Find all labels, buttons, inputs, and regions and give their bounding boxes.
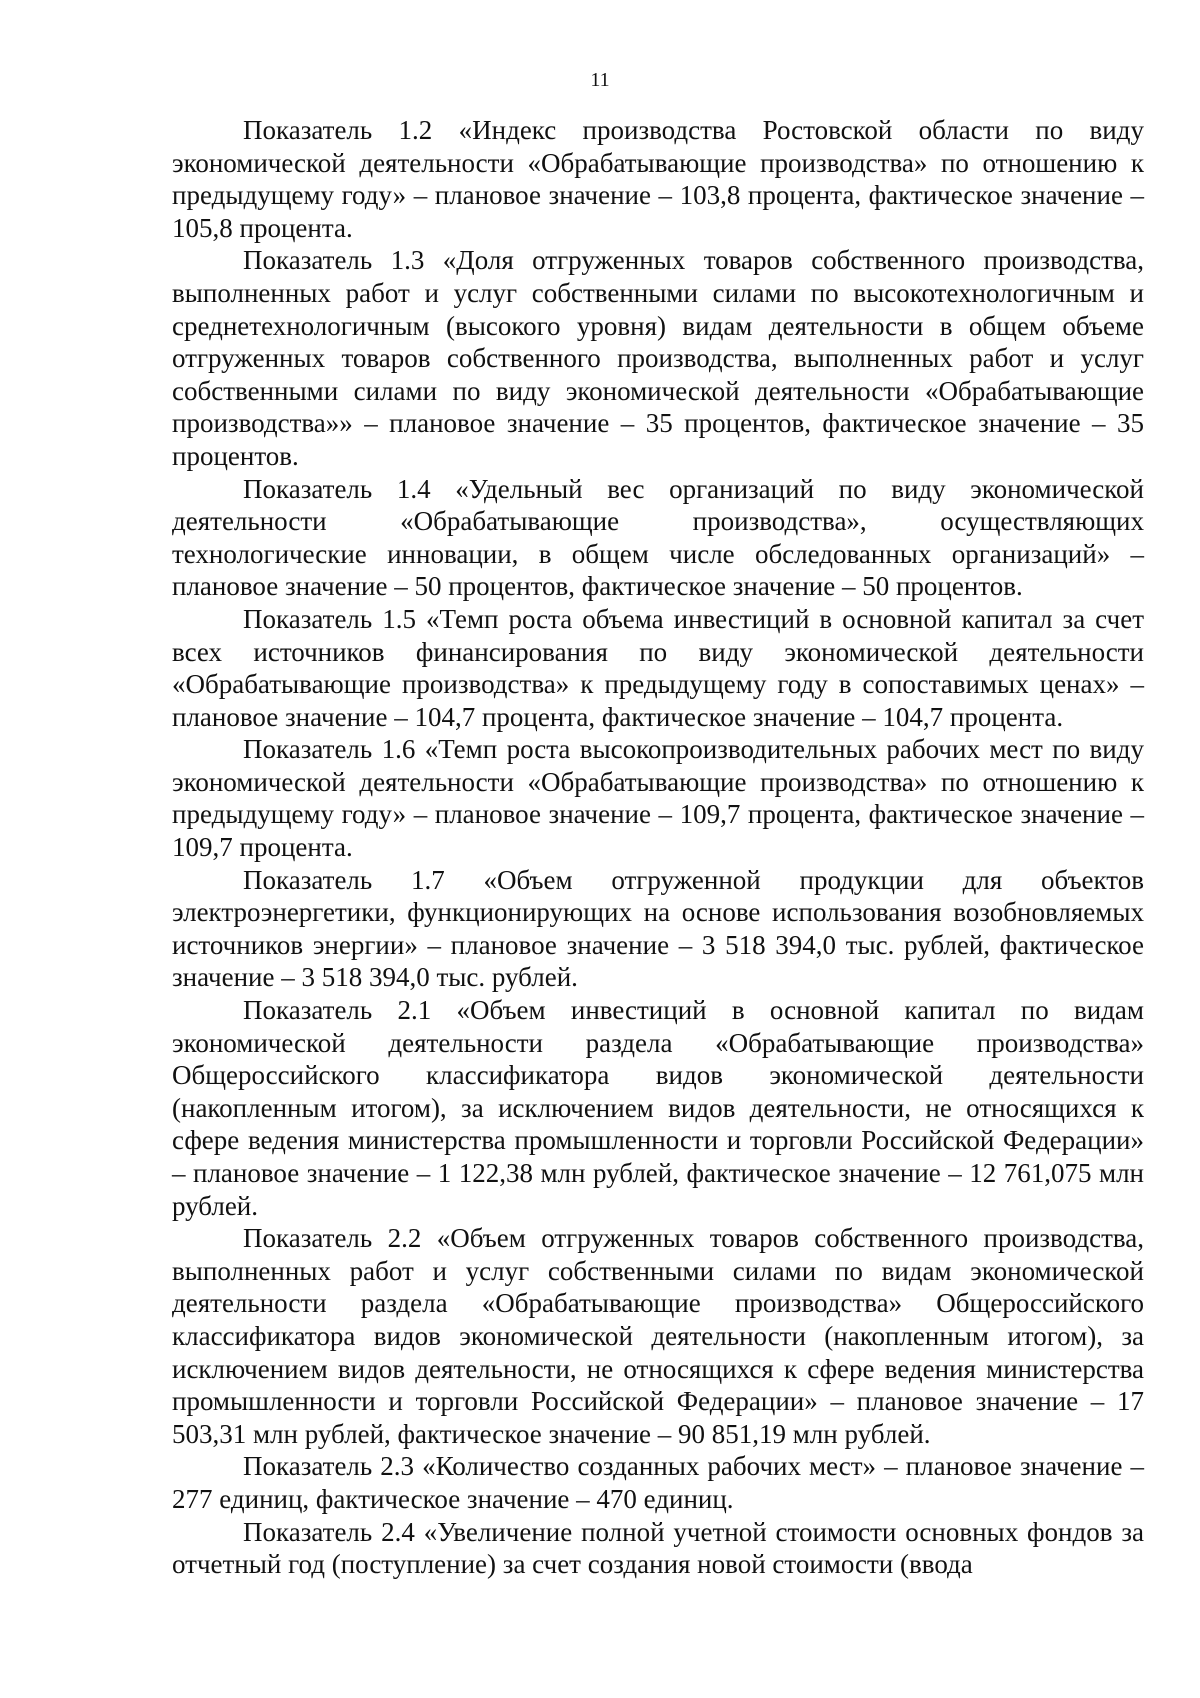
paragraph-indicator-2-4: Показатель 2.4 «Увеличение полной учетной стоимости основных фондов за отчетный год (поступление) за счет создания новой стоимости (ввода [172,1516,1144,1580]
paragraph-indicator-1-6: Показатель 1.6 «Темп роста высокопроизводительных рабочих мест по виду экономической деятельности «Обрабатывающие производства» по отношению к предыдущему году» – плановое значение – 109,7 процента, фактическое значение – 109,7 процента. [172,734,1144,863]
paragraph-indicator-1-2: Показатель 1.2 «Индекс производства Ростовской области по виду экономической деятельности «Обрабатывающие производства» по отношению к предыдущему году» – плановое значение – 103,8 процента, фактическое значение – 105,8 процента. [172,115,1144,243]
document-body [172,114,1144,1581]
paragraph-indicator-2-2: Показатель 2.2 «Объем отгруженных товаров собственного производства, выполненных работ и услуг собственными силами по видам экономической деятельности раздела «Обрабатывающие производства» Общероссийского классификатора видов экономической деятельности (накопленным итогом), за исключением видов деятельности, не относящихся к сфере ведения министерства промышленности и торговли Российской Федерации» – плановое значение – 17 503,31 млн рублей, фактическое значение – 90 851,19 млн рублей. [172,1223,1144,1449]
page-number: 11 [590,69,610,91]
paragraph-indicator-1-7: Показатель 1.7 «Объем отгруженной продукции для объектов электроэнергетики, функционирующих на основе использования возобновляемых источников энергии» – плановое значение – 3 518 394,0 тыс. рублей, фактическое значение – 3 518 394,0 тыс. рублей. [172,864,1144,993]
paragraph-indicator-1-5: Показатель 1.5 «Темп роста объема инвестиций в основной капитал за счет всех источников финансирования по виду экономической деятельности «Обрабатывающие производства» к предыдущему году в сопоставимых ценах» – плановое значение – 104,7 процента, фактическое значение – 104,7 процента. [172,603,1144,732]
paragraph-indicator-1-4: Показатель 1.4 «Удельный вес организаций по виду экономической деятельности «Обрабатывающие производства», осуществляющих технологические инновации, в общем числе обследованных организаций» –плановое значение – 50 процентов, фактическое значение – 50 процентов. [172,473,1144,602]
paragraph-indicator-2-1: Показатель 2.1 «Объем инвестиций в основной капитал по видам экономической деятельности раздела «Обрабатывающие производства» Общероссийского классификатора видов экономической деятельности (накопленным итогом), за исключением видов деятельности, не относящихся к сфере ведения министерства промышленности и торговли Российской Федерации» – плановое значение – 1 122,38 млн рублей, фактическое значение – 12 761,075 млн рублей. [172,995,1144,1221]
paragraph-indicator-2-3: Показатель 2.3 «Количество созданных рабочих мест» – плановое значение – 277 единиц, фактическое значение – 470 единиц. [172,1451,1144,1514]
paragraph-indicator-1-3: Показатель 1.3 «Доля отгруженных товаров собственного производства, выполненных работ и услуг собственными силами по высокотехнологичным и среднетехнологичным (высокого уровня) видам деятельности в общем объеме отгруженных товаров собственного производства, выполненных работ и услуг собственными силами по виду экономической деятельности «Обрабатывающие производства»» – плановое значение – 35 процентов, фактическое значение – 35 процентов. [172,245,1144,471]
